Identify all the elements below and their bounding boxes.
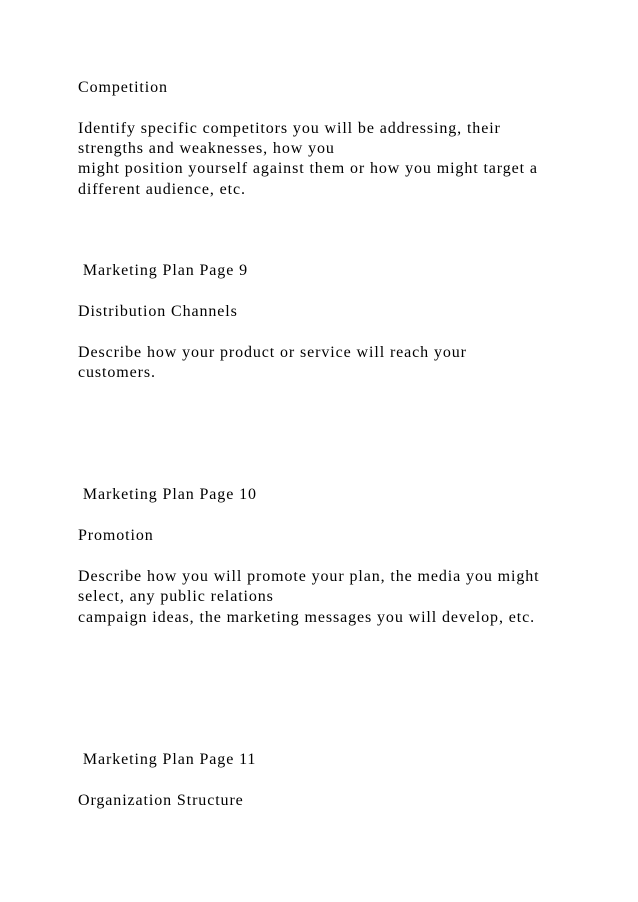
- competition-heading: Competition: [78, 79, 168, 96]
- distribution-channels-heading: Distribution Channels: [78, 303, 238, 320]
- competition-body-line-1: Identify specific competitors you will be addressing, their: [78, 120, 501, 137]
- promotion-body-line-3: campaign ideas, the marketing messages you will develop, etc.: [78, 609, 536, 626]
- promotion-body-line-2: select, any public relations: [78, 588, 274, 605]
- competition-body-line-2: strengths and weaknesses, how you: [78, 140, 335, 157]
- promotion-heading: Promotion: [78, 527, 154, 544]
- page-11-label: Marketing Plan Page 11: [78, 751, 257, 768]
- distribution-body-line-2: customers.: [78, 364, 156, 381]
- competition-body-line-3: might position yourself against them or how you might target a: [78, 160, 538, 177]
- distribution-body-line-1: Describe how your product or service will reach your: [78, 344, 467, 361]
- organization-structure-heading: Organization Structure: [78, 792, 244, 809]
- promotion-body-line-1: Describe how you will promote your plan, the media you might: [78, 568, 540, 585]
- page-9-label: Marketing Plan Page 9: [78, 262, 248, 279]
- competition-body-line-4: different audience, etc.: [78, 181, 246, 198]
- page-10-label: Marketing Plan Page 10: [78, 486, 257, 503]
